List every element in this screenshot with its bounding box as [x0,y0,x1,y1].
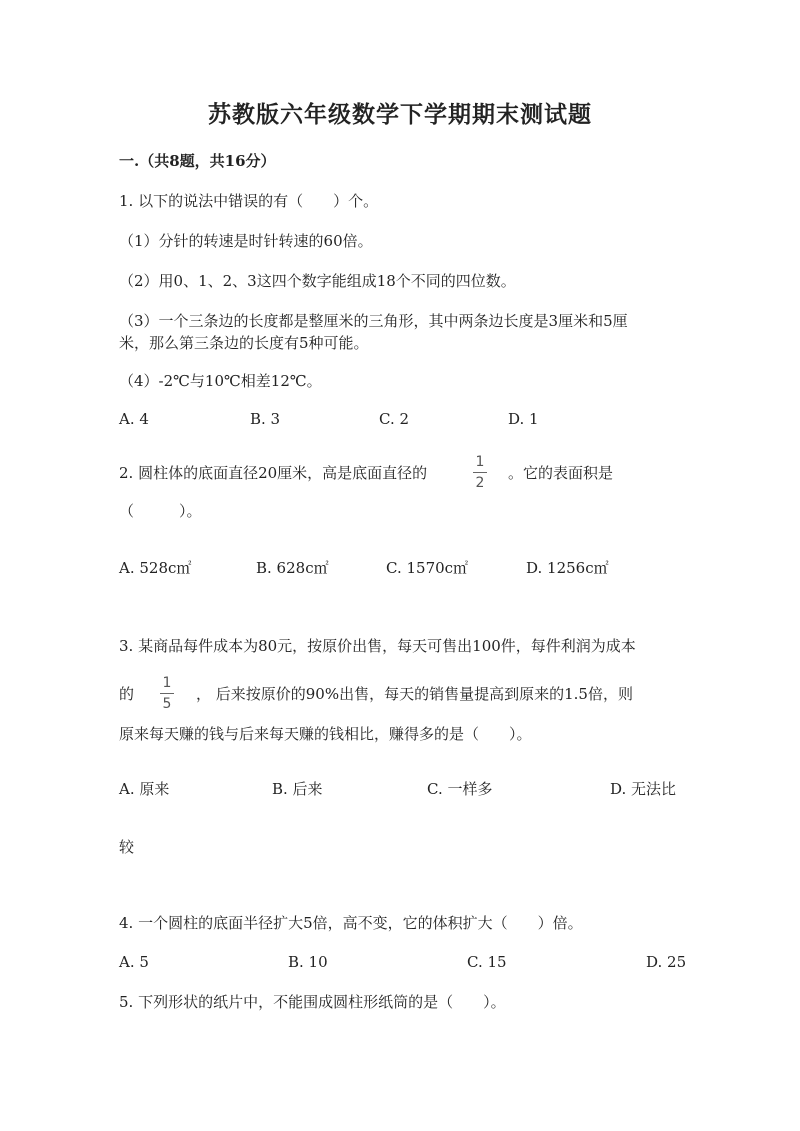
question-3-stem-end: 原来每天赚的钱与后来每天赚的钱相比，赚得多的是（ ）。 [119,725,532,743]
fraction-denominator: 5 [162,696,172,712]
question-2-option-d[interactable]: D. 1256c㎡ [526,559,609,577]
question-3-option-d-wrap: 较 [119,838,135,856]
question-1-statement-2: （2）用0、1、2、3这四个数字能组成18个不同的四位数。 [119,272,516,290]
question-3-stem-de: 的 [119,685,135,703]
section-heading: 一.（共8题，共16分） [119,152,276,170]
question-1-statement-1: （1）分针的转速是时针转速的60倍。 [119,232,373,250]
question-2-stem-cont: 。它的表面积是 [508,464,614,482]
page-title: 苏教版六年级数学下学期期末测试题 [208,101,592,128]
question-2-option-a[interactable]: A. 528c㎡ [119,559,192,577]
question-3-stem-cont: ， 后来按原价的90%出售，每天的销售量提高到原来的1.5倍，则 [196,685,633,703]
question-2-fraction [470,455,490,492]
question-3-option-b[interactable]: B. 后来 [272,780,323,798]
question-5-stem: 5. 下列形状的纸片中，不能围成圆柱形纸筒的是（ ）。 [119,993,506,1011]
question-1-option-c[interactable]: C. 2 [379,410,410,428]
question-3-option-c[interactable]: C. 一样多 [427,780,493,798]
question-4-option-c[interactable]: C. 15 [467,953,507,971]
fraction-numerator: 1 [475,454,485,470]
question-1-option-a[interactable]: A. 4 [119,410,149,428]
question-1-option-b[interactable]: B. 3 [250,410,281,428]
fraction-bar [160,693,174,694]
question-4-option-d[interactable]: D. 25 [646,953,687,971]
question-1-statement-3-cont: 米，那么第三条边的长度有5种可能。 [119,334,369,352]
question-3-stem: 3. 某商品每件成本为80元，按原价出售，每天可售出100件，每件利润为成本 [119,637,636,655]
question-2-option-c[interactable]: C. 1570c㎡ [386,559,469,577]
question-4-option-b[interactable]: B. 10 [288,953,328,971]
fraction-numerator: 1 [162,675,172,691]
fraction-bar [473,472,487,473]
question-1-statement-4: （4）-2℃与10℃相差12℃。 [119,372,322,390]
question-4-stem: 4. 一个圆柱的底面半径扩大5倍，高不变，它的体积扩大（ ）倍。 [119,914,583,932]
fraction-denominator: 2 [475,475,485,491]
question-3-fraction [157,676,177,713]
question-1-option-d[interactable]: D. 1 [508,410,539,428]
question-1-statement-3: （3）一个三条边的长度都是整厘米的三角形，其中两条边长度是3厘米和5厘 [119,312,628,330]
question-2-answer-blank: （ ）。 [119,502,202,520]
question-1-stem: 1. 以下的说法中错误的有（ ）个。 [119,192,379,210]
question-4-option-a[interactable]: A. 5 [119,953,149,971]
question-3-option-d[interactable]: D. 无法比 [610,780,677,798]
question-2-stem: 2. 圆柱体的底面直径20厘米，高是底面直径的 [119,464,428,482]
question-3-option-a[interactable]: A. 原来 [119,780,170,798]
question-2-option-b[interactable]: B. 628c㎡ [256,559,329,577]
